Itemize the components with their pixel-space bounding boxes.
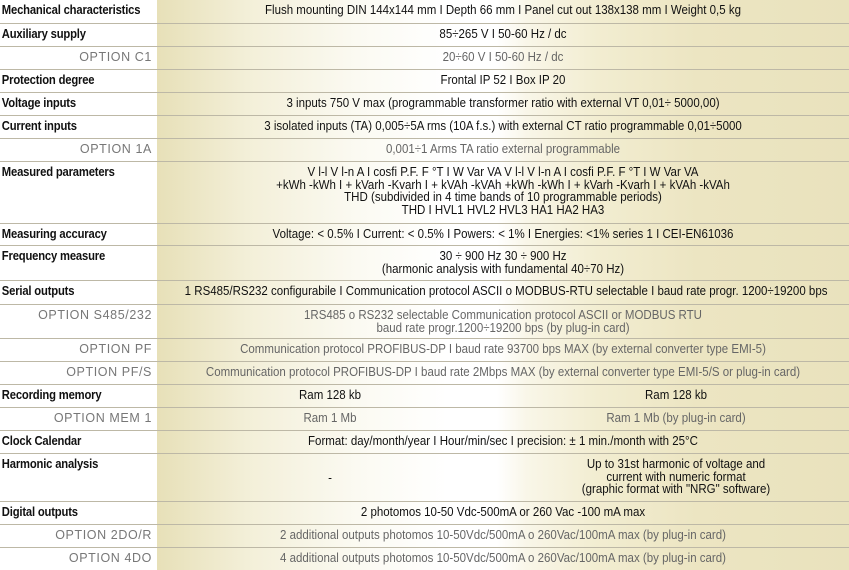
row-value: 4 additional outputs photomos 10-50Vdc/500mA o 260Vac/100mA max (by plug-in card) xyxy=(279,551,726,565)
row-value: 20÷60 V I 50-60 Hz / dc xyxy=(442,50,564,64)
row-label: Mechanical characteristics xyxy=(1,3,141,17)
row-value: 3 inputs 750 V max (programmable transformer ratio with external VT 0,01÷ 5000,00) xyxy=(286,96,720,110)
spec-row-option-2do-r xyxy=(0,525,849,548)
spec-row-serial-outputs xyxy=(0,281,849,305)
spec-row-measured-parameters xyxy=(0,162,849,224)
spec-row-option-c1 xyxy=(0,47,849,70)
row-label: Harmonic analysis xyxy=(1,457,99,471)
row-label: OPTION PF/S xyxy=(66,365,152,379)
spec-row-option-pf-s xyxy=(0,362,849,385)
row-value: 1RS485 o RS232 selectable Communication protocol ASCII or MODBUS RTU baud rate progr.1200÷19200 bps (by plug-in card) xyxy=(303,308,702,335)
row-value: 2 photomos 10-50 Vdc-500mA or 260 Vac -100 mA max xyxy=(360,505,646,519)
row-label: Measuring accuracy xyxy=(1,227,107,241)
row-label: OPTION C1 xyxy=(79,50,152,64)
row-label: Current inputs xyxy=(1,119,77,133)
spec-row-recording-memory xyxy=(0,385,849,408)
row-label: OPTION S485/232 xyxy=(38,308,152,322)
row-value: Voltage: < 0.5% I Current: < 0.5% I Powers: < 1% I Energies: <1% series 1 I CEI-EN61036 xyxy=(272,227,734,241)
row-label: Digital outputs xyxy=(1,505,78,519)
row-value-right: Up to 31st harmonic of voltage and current with numeric format (graphic format with "NRG" software) xyxy=(581,457,771,496)
row-value-left: Ram 1 Mb xyxy=(303,411,357,425)
row-label: OPTION MEM 1 xyxy=(53,411,152,425)
spec-row-harmonic-analysis xyxy=(0,454,849,502)
spec-row-option-s485-232 xyxy=(0,305,849,339)
row-value-right: Ram 1 Mb (by plug-in card) xyxy=(606,411,746,425)
row-value-left: - xyxy=(328,471,332,485)
row-value: Communication protocol PROFIBUS-DP I baud rate 2Mbps MAX (by external converter type EMI-5/S or plug-in card) xyxy=(205,365,801,379)
row-label: Protection degree xyxy=(1,73,95,87)
row-label: Recording memory xyxy=(1,388,102,402)
spec-row-option-4do xyxy=(0,548,849,570)
row-value: 0,001÷1 Arms TA ratio external programmable xyxy=(385,142,621,156)
spec-row-mechanical-characteristics xyxy=(0,0,849,24)
row-label: OPTION 1A xyxy=(79,142,152,156)
row-label: Voltage inputs xyxy=(1,96,76,110)
spec-row-clock-calendar xyxy=(0,431,849,454)
row-label: Auxiliary supply xyxy=(1,27,86,41)
row-label: Serial outputs xyxy=(1,284,75,298)
row-label: Measured parameters xyxy=(1,165,115,179)
row-label: Frequency measure xyxy=(1,249,106,263)
spec-row-auxiliary-supply xyxy=(0,24,849,47)
spec-row-measuring-accuracy xyxy=(0,224,849,246)
row-value-right: Ram 128 kb xyxy=(644,388,708,402)
row-label: OPTION 4DO xyxy=(68,551,152,565)
spec-row-current-inputs xyxy=(0,116,849,139)
row-value-left: Ram 128 kb xyxy=(298,388,362,402)
row-value: 3 isolated inputs (TA) 0,005÷5A rms (10A f.s.) with external CT ratio programmable 0,01÷5000 xyxy=(264,119,742,133)
row-value: Format: day/month/year I Hour/min/sec I precision: ± 1 min./month with 25°C xyxy=(308,434,698,448)
row-value: 2 additional outputs photomos 10-50Vdc/500mA o 260Vac/100mA max (by plug-in card) xyxy=(279,528,726,542)
row-value: 30 ÷ 900 Hz 30 ÷ 900 Hz (harmonic analysis with fundamental 40÷70 Hz) xyxy=(381,249,625,276)
row-value: Frontal IP 52 I Box IP 20 xyxy=(440,73,566,87)
row-value: Flush mounting DIN 144x144 mm I Depth 66 mm I Panel cut out 138x138 mm I Weight 0,5 kg xyxy=(264,3,741,17)
row-value: V l-l V l-n A I cosfi P.F. F °T I W Var VA V l-l V l-n A I cosfi P.F. F °T I W Var VA +kWh -kWh I + kVarh -Kvarh I + kVAh -kVAh +kWh -kWh I + kVarh -Kvarh I + kVAh -kVAh THD (subdivided in 4 time bands of 10 programmable periods) THD I HVL1 HVL2 HVL3 HA1 HA2 HA3 xyxy=(276,165,730,217)
row-label: OPTION PF xyxy=(79,342,152,356)
row-value: 85÷265 V I 50-60 Hz / dc xyxy=(439,27,567,41)
spec-row-option-1a xyxy=(0,139,849,162)
row-value: 1 RS485/RS232 configurabile I Communication protocol ASCII o MODBUS-RTU selectable I baud rate progr. 1200÷19200 bps xyxy=(184,284,828,298)
row-label: OPTION 2DO/R xyxy=(55,528,152,542)
spec-row-protection-degree xyxy=(0,70,849,93)
spec-row-digital-outputs xyxy=(0,502,849,525)
spec-row-option-mem-1 xyxy=(0,408,849,431)
spec-row-voltage-inputs xyxy=(0,93,849,116)
spec-row-option-pf xyxy=(0,339,849,362)
row-value: Communication protocol PROFIBUS-DP I baud rate 93700 bps MAX (by external converter type EMI-5) xyxy=(240,342,766,356)
spec-row-frequency-measure xyxy=(0,246,849,281)
row-label: Clock Calendar xyxy=(1,434,82,448)
